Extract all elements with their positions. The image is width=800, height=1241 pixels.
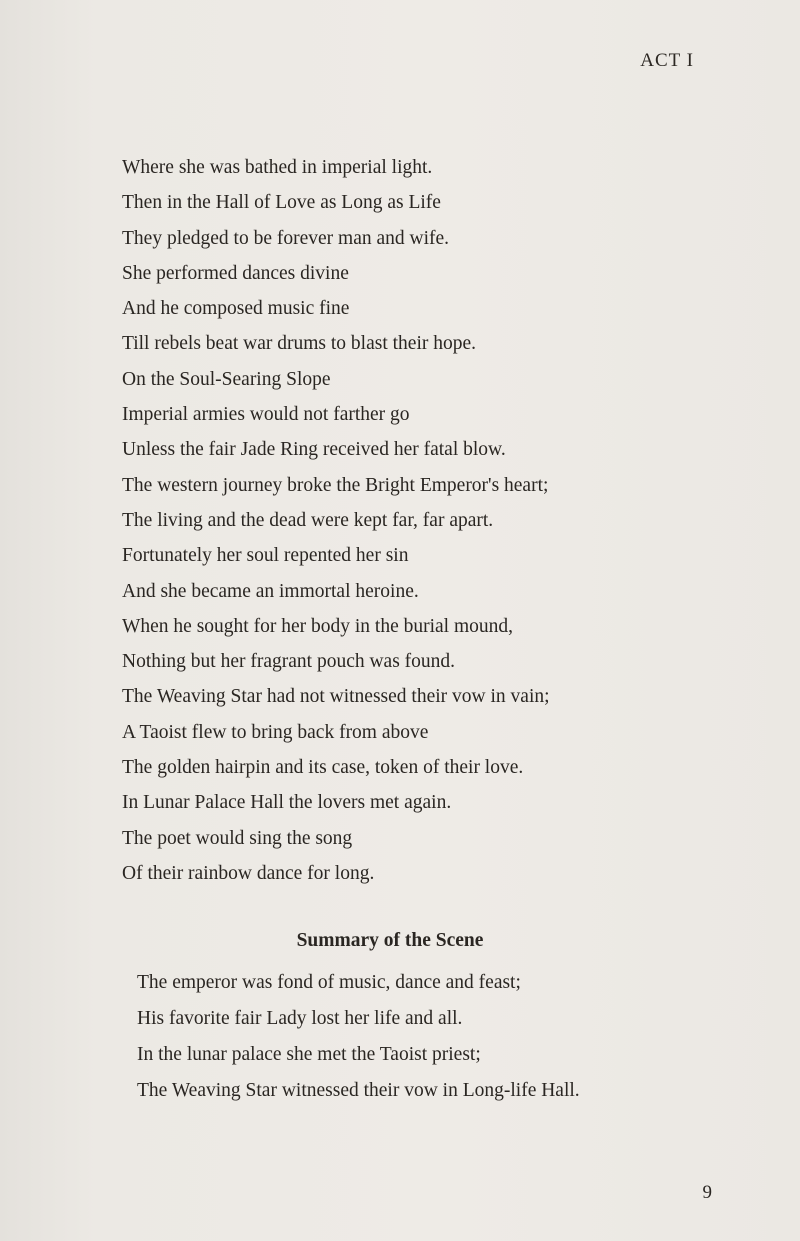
running-head: ACT I bbox=[640, 50, 694, 71]
summary-block bbox=[137, 965, 657, 1109]
poem-line: Fortunately her soul repented her sin bbox=[122, 545, 409, 567]
poem-line: In Lunar Palace Hall the lovers met again. bbox=[122, 792, 452, 814]
page-number: 9 bbox=[702, 1182, 712, 1203]
poem-line: Nothing but her fragrant pouch was found. bbox=[122, 651, 456, 673]
summary-line: His favorite fair Lady lost her life and all. bbox=[137, 1008, 463, 1029]
poem-line: The Weaving Star had not witnessed their vow in vain; bbox=[122, 686, 550, 708]
poem-line: Then in the Hall of Love as Long as Life bbox=[122, 192, 441, 214]
poem-line: The poet would sing the song bbox=[122, 827, 353, 849]
poem-line: Imperial armies would not farther go bbox=[122, 404, 410, 426]
poem-line: They pledged to be forever man and wife. bbox=[122, 227, 450, 249]
poem-line: Where she was bathed in imperial light. bbox=[122, 157, 433, 178]
poem-line: The golden hairpin and its case, token of their love. bbox=[122, 757, 524, 779]
poem-line: When he sought for her body in the burial mound, bbox=[122, 615, 513, 637]
poem-line: On the Soul-Searing Slope bbox=[122, 368, 331, 390]
poem-line: The western journey broke the Bright Emperor's heart; bbox=[122, 474, 549, 496]
poem-line: She performed dances divine bbox=[122, 262, 349, 284]
summary-line: The emperor was fond of music, dance and feast; bbox=[137, 972, 521, 993]
poem-block bbox=[122, 150, 642, 891]
poem-line: Of their rainbow dance for long. bbox=[122, 862, 375, 884]
summary-line: In the lunar palace she met the Taoist priest; bbox=[137, 1044, 481, 1065]
poem-line: Till rebels beat war drums to blast their hope. bbox=[122, 333, 477, 355]
poem-line: The living and the dead were kept far, far apart. bbox=[122, 509, 494, 531]
summary-line: The Weaving Star witnessed their vow in Long-life Hall. bbox=[137, 1080, 580, 1101]
summary-heading: Summary of the Scene bbox=[296, 930, 484, 951]
poem-line: Unless the fair Jade Ring received her fatal blow. bbox=[122, 439, 506, 461]
poem-line: A Taoist flew to bring back from above bbox=[122, 721, 429, 743]
poem-line: And she became an immortal heroine. bbox=[122, 580, 419, 602]
poem-line: And he composed music fine bbox=[122, 298, 350, 320]
